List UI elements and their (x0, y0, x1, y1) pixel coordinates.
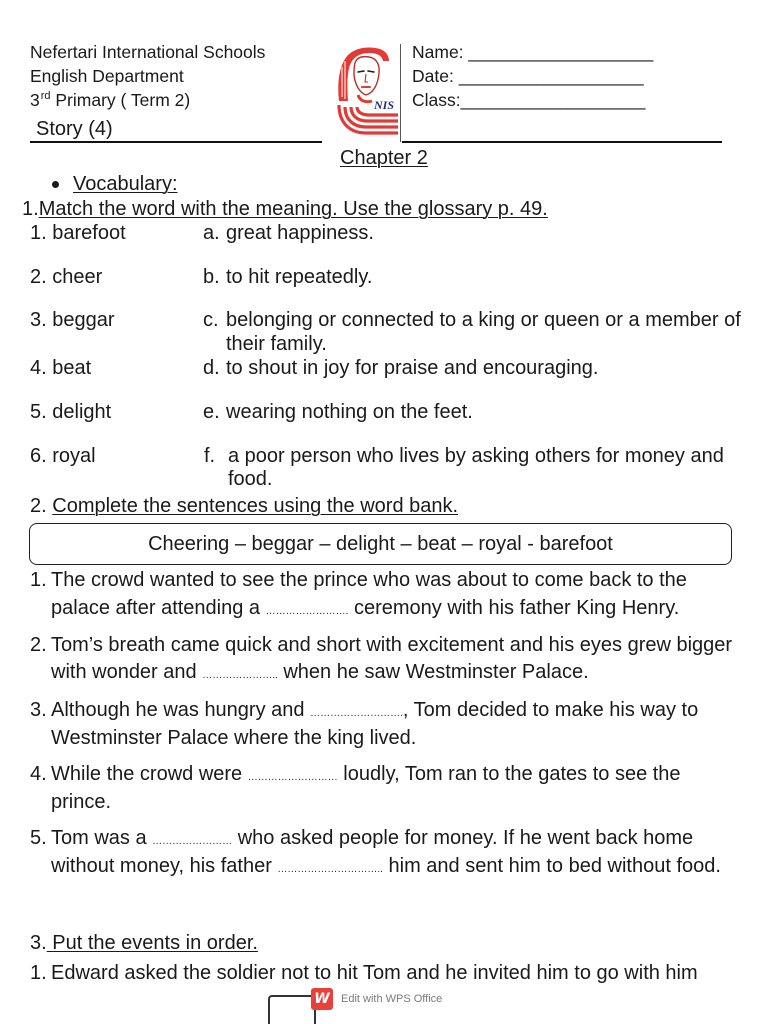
logo-chin (358, 95, 372, 102)
grade-ordinal-suffix: rd (40, 90, 51, 102)
word-number: 4. (30, 357, 47, 379)
sentence-line: Westminster Palace where the king lived. (51, 727, 417, 749)
vocab-word (30, 221, 126, 245)
task-1-instruction (22, 197, 548, 221)
school-logo (336, 45, 400, 137)
event-text: Edward asked the soldier not to hit Tom and he invited him to go with him (51, 962, 698, 984)
task-number: 2. (30, 495, 47, 517)
header-divider (400, 44, 401, 142)
task-number: 3. (30, 932, 47, 954)
school-name: Nefertari International Schools (30, 42, 266, 62)
sentence-line: prince. (51, 791, 112, 813)
vocab-word (30, 400, 111, 424)
vocabulary-heading: Vocabulary: (73, 173, 178, 195)
sentence-line (51, 762, 681, 790)
sentence-number: 2. (30, 634, 47, 656)
word-number: 6. (30, 445, 47, 467)
answer-blank: ………………….. (202, 670, 278, 681)
vocab-word (30, 308, 115, 332)
word-number: 3. (30, 309, 47, 331)
chapter-title: Chapter 2 (340, 147, 428, 169)
wps-edit-label[interactable]: Edit with WPS Office (341, 993, 443, 1005)
meaning-letter: c. (203, 309, 219, 331)
word-text: beggar (52, 309, 115, 331)
sentence-text: him and sent him to bed without food. (382, 855, 721, 877)
wps-logo-icon[interactable]: W (311, 988, 333, 1010)
word-text: barefoot (52, 222, 126, 244)
grade-number: 3 (30, 90, 40, 110)
task-instruction-text: Match the word with the meaning. Use the glossary p. 49. (38, 198, 548, 220)
logo-text: NIS (374, 98, 395, 112)
word-number: 1. (30, 222, 47, 244)
answer-blank: ………………………. (310, 708, 403, 719)
logo-face (354, 57, 379, 95)
answer-blank: …………………… (152, 836, 233, 847)
task-instruction-text: Put the events in order. (46, 932, 258, 954)
sentence-number: 1. (30, 569, 47, 591)
meaning-text: to hit repeatedly. (226, 266, 373, 288)
vocab-word (30, 444, 96, 468)
name-field: Name: ___________________ (412, 42, 654, 62)
task-instruction-text: Complete the sentences using the word bank. (52, 495, 459, 517)
sentence-text: While the crowd were (51, 763, 248, 785)
meaning-letter: a. (203, 222, 220, 244)
grade-rest: Primary ( Term 2) (50, 90, 191, 110)
bullet-icon (52, 181, 59, 188)
partial-text-box (268, 995, 316, 1024)
sentence-line (51, 826, 693, 854)
class-field: Class:___________________ (412, 90, 646, 110)
sentence-text: ceremony with his father King Henry. (348, 597, 680, 619)
sentence-line (51, 596, 679, 624)
word-text: delight (52, 401, 112, 423)
word-text: cheer (52, 266, 103, 288)
meaning-text: great happiness. (226, 222, 374, 244)
sentence-text: Although he was hungry and (51, 699, 311, 721)
word-text: beat (52, 357, 92, 379)
school-logo-icon (336, 45, 400, 137)
sentence-number: 3. (30, 699, 47, 721)
meaning-text: to shout in joy for praise and encouraging. (226, 357, 599, 379)
word-number: 5. (30, 401, 47, 423)
sentence-text: who asked people for money. If he went back home (232, 827, 694, 849)
vocab-word (30, 265, 102, 289)
date-field: Date: ___________________ (412, 66, 644, 86)
grade-term (30, 90, 190, 114)
sentence-text: without money, his father (51, 855, 278, 877)
meaning-text-continued: food. (228, 468, 273, 490)
word-bank-box (29, 523, 732, 565)
meaning-letter: d. (203, 357, 220, 379)
sentence-number: 5. (30, 827, 47, 849)
sentence-line: Tom’s breath came quick and short with excitement and his eyes grew bigger (51, 634, 733, 656)
meaning-letter: b. (203, 266, 220, 288)
word-text: royal (52, 445, 96, 467)
department: English Department (30, 66, 184, 86)
sentence-text: palace after attending a (51, 597, 266, 619)
sentence-line (51, 698, 698, 726)
sentence-text: loudly, Tom ran to the gates to see the (337, 763, 681, 785)
sentence-text: , Tom decided to make his way to (402, 699, 699, 721)
meaning-text: a poor person who lives by asking others for money and (228, 445, 724, 467)
vocab-word (30, 356, 91, 380)
header-rule-left (30, 141, 322, 143)
meaning-text: wearing nothing on the feet. (226, 401, 473, 423)
meaning-letter: f. (204, 445, 216, 467)
task-number: 1. (22, 198, 39, 220)
event-number: 1. (30, 962, 47, 984)
answer-blank: ……………………… (247, 772, 338, 783)
sentence-text: Tom was a (51, 827, 153, 849)
story-label: Story (4) (36, 118, 113, 140)
answer-blank: ………………………….. (277, 864, 383, 875)
header-rule-right (402, 141, 722, 143)
sentence-text: with wonder and (51, 661, 203, 683)
answer-blank: ……………………. (265, 606, 349, 617)
word-number: 2. (30, 266, 47, 288)
word-bank-text: Cheering – beggar – delight – beat – royal - barefoot (148, 533, 613, 555)
sentence-text: when he saw Westminster Palace. (277, 661, 589, 683)
meaning-text: belonging or connected to a king or queen or a member of (226, 309, 741, 331)
sentence-line (51, 854, 721, 882)
meaning-text-continued: their family. (226, 333, 327, 355)
meaning-letter: e. (203, 401, 220, 423)
task-2-instruction (30, 494, 458, 518)
sentence-line (51, 660, 589, 688)
sentence-line: The crowd wanted to see the prince who was about to come back to the (51, 569, 687, 591)
sentence-number: 4. (30, 763, 47, 785)
task-3-instruction (30, 931, 258, 955)
